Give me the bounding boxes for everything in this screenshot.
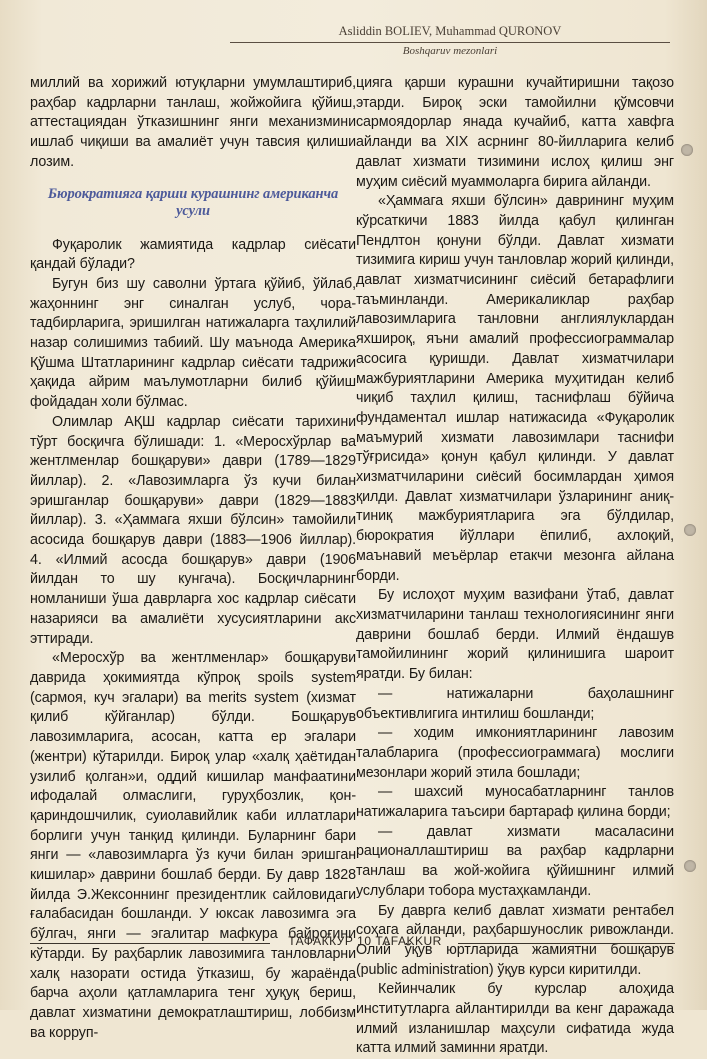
paragraph: цияга қарши курашни кучайтиришни тақозо этарди. Бироқ эски тамойилни қўмсовчи сармоядорлар янада кучайиб, катта хавфга айланди ва XIX асрнинг 80-йилларига келиб давлат хизмати тизимини ислоҳ қилиш энг муҳим сиёсий муаммоларга бирига айланди. <box>356 75 674 190</box>
paragraph: «Меросхўр ва жентлменлар» бошқаруви даврида ҳокимиятда кўпроқ spoils system (сармоя, куч эгалари) ва merits system (хизмат қилиб кўйганлар) бўлди. Бошқарув лавозимларига, асосан, катта ер эгалари (жентри) кўтарилди. Бироқ улар «халқ ҳаётидан узилиб қолган»и, оддий кишилар манфаатини ифодалай олмаслиги, гуруҳбозлик, қон-қариндошчилик, суиолавийлик каби иллатлари борлиги учун танқид қилинди. Буларнинг бари янги — «лавозимларга ўз кучи билан эришган кишилар» даврини бошлаб берди. Бу давр 1828 йилда Э.Жексоннинг президентлик сайловидаги ғалабасидан бошланди. У юксак лавозимга эга бўлгач, янги — эгалитар мафкура байроғини кўтарди. Бу раҳбарлик лавозимига танловларни халқ назорати остида ўтказиш, бу жараёнда барча аҳоли қатламларига тенг ҳуқуқ бериш, давлат хизматини демократлаштириш, лоббизм ва корруп- <box>30 650 356 1041</box>
binding-hole <box>684 524 696 536</box>
list-item: — ходим имкониятларининг лавозим талабларига (профессиограммага) мослиги мезонлари жорий этила бошлади; <box>356 725 674 781</box>
paragraph: Бугун биз шу саволни ўртага қўйиб, ўйлаб, жаҳоннинг энг синалган услуб, чора-тадбирларига, эришилган натижаларга таҳлилий назар солишимиз табиий. Шу маънода Америка Қўшма Штатларининг кадрлар сиёсати тадрижи ҳақида айрим маълумотларни билиб қўйиш фойдадан холи бўлмас. <box>30 275 356 411</box>
page-footer <box>30 934 675 954</box>
binding-hole <box>684 860 696 872</box>
paragraph: Фуқаролик жамиятида кадрлар сиёсати қандай бўлади? <box>30 236 356 273</box>
header-subtitle: Boshqaruv mezonlari <box>402 45 498 57</box>
section-heading: Бюрократияга қарши курашнинг американча усули <box>47 185 339 219</box>
left-column <box>30 74 356 1043</box>
paragraph: «Ҳаммага яхши бўлсин» даврининг муҳим кўрсаткичи 1883 йилда қабул қилинган Пендлтон қонуни бўлди. Давлат хизмати тизимига кириш учун танловлар жорий қилинди, давлат хизматчисининг сиёсий бетарафлиги таъминланди. Америкаликлар раҳбар лавозимларига танловни англиялуклардан яхшироқ, яъни амалий профессиограммалар асосига қуришди. Давлат хизматчилари мажбуриятларини Америка муҳитидан келиб чиқиб таҳлил қилиш, таснифлаш бўйича фундаментал ишлар натижасида «Фуқаролик маъмурий хизмати лавозимлари таснифи тўғрисида» қонун қабул қилинди. У давлат хизматчиларини сиёсий босимлардан ҳимоя қилди. Давлат хизматчилари ўзларининг аниқ-тиниқ мажбуриятларига эга бўлдилар, бюрократия йўллари ёпилиб, ахлоқий, маънавий меъёрлар етакчи мезонга айлана борди. <box>356 193 674 584</box>
footer-rule-left <box>30 943 270 944</box>
footer-rule-right <box>458 943 675 944</box>
paragraph: Бу ислоҳот муҳим вазифани ўтаб, давлат хизматчиларини танлаш технологиясининг янги даврини бошлаб берди. Илмий ёндашув тамойилининг жорий қилинишига шароит яратди. Бу билан: <box>356 587 674 683</box>
right-column <box>356 74 674 1059</box>
footer-folio: ТАФАККУР 10 TAFAKKUR <box>288 934 442 948</box>
paragraph: Олимлар АҚШ кадрлар сиёсати тарихини тўрт босқичга бўлишади: 1. «Меросхўрлар ва жентлменлар бошқаруви» даври (1789—1829 йиллар). 2. «Лавозимларга ўз кучи билан эришганлар бошқаруви» даври (1829—1883 йиллар). 3. «Ҳаммага яхши бўлсин» тамойили асосида бошқарув даври (1883—1906 йиллар). 4. «Илмий асосда бошқарув» даври (1906 йилдан то шу кунгача). Босқичларнинг номланиши ўша даврларга хос кадрлар сиёсати назарияси ва амалиёти хусусиятларини акс эттиради. <box>30 413 356 647</box>
paragraph: Бу даврга келиб давлат хизмати рентабел соҳага айланди, раҳбаршунослик ривожланди. Олий ўқув юртларида жамиятни бошқарув (public administration) ўқув курси киритилди. <box>356 902 674 978</box>
paragraph: миллий ва хорижий ютуқларни умумлаштириб, раҳбар кадрларни танлаш, жойжойига қўйиш, аттестациядан ўтказишнинг янги механизмини ишлаб чиқиши ва амалиёт учун тавсия қилиши лозим. <box>30 75 356 170</box>
header-rule <box>230 42 670 43</box>
list-item: — натижаларни баҳолашнинг объективлигига интилиш бошланди; <box>356 685 674 722</box>
running-head <box>230 24 670 57</box>
paragraph: Кейинчалик бу курслар алоҳида институтларга айлантирилди ва кенг даражада илмий изланишлар маҳсули сифатида жуда катта илмий заминни яратди. <box>356 981 674 1057</box>
binding-hole <box>681 144 693 156</box>
header-authors: Asliddin BOLIEV, Muhammad QURONOV <box>338 24 562 38</box>
list-item: — давлат хизмати масаласини рационаллаштириш ва раҳбар кадрларни танлаш ва жой-жойига қўйишнинг илмий услублари тобора мустаҳкамланди. <box>356 823 674 899</box>
list-item: — шахсий муносабатларнинг танлов натижаларига таъсири бартараф қилина борди; <box>356 784 674 821</box>
